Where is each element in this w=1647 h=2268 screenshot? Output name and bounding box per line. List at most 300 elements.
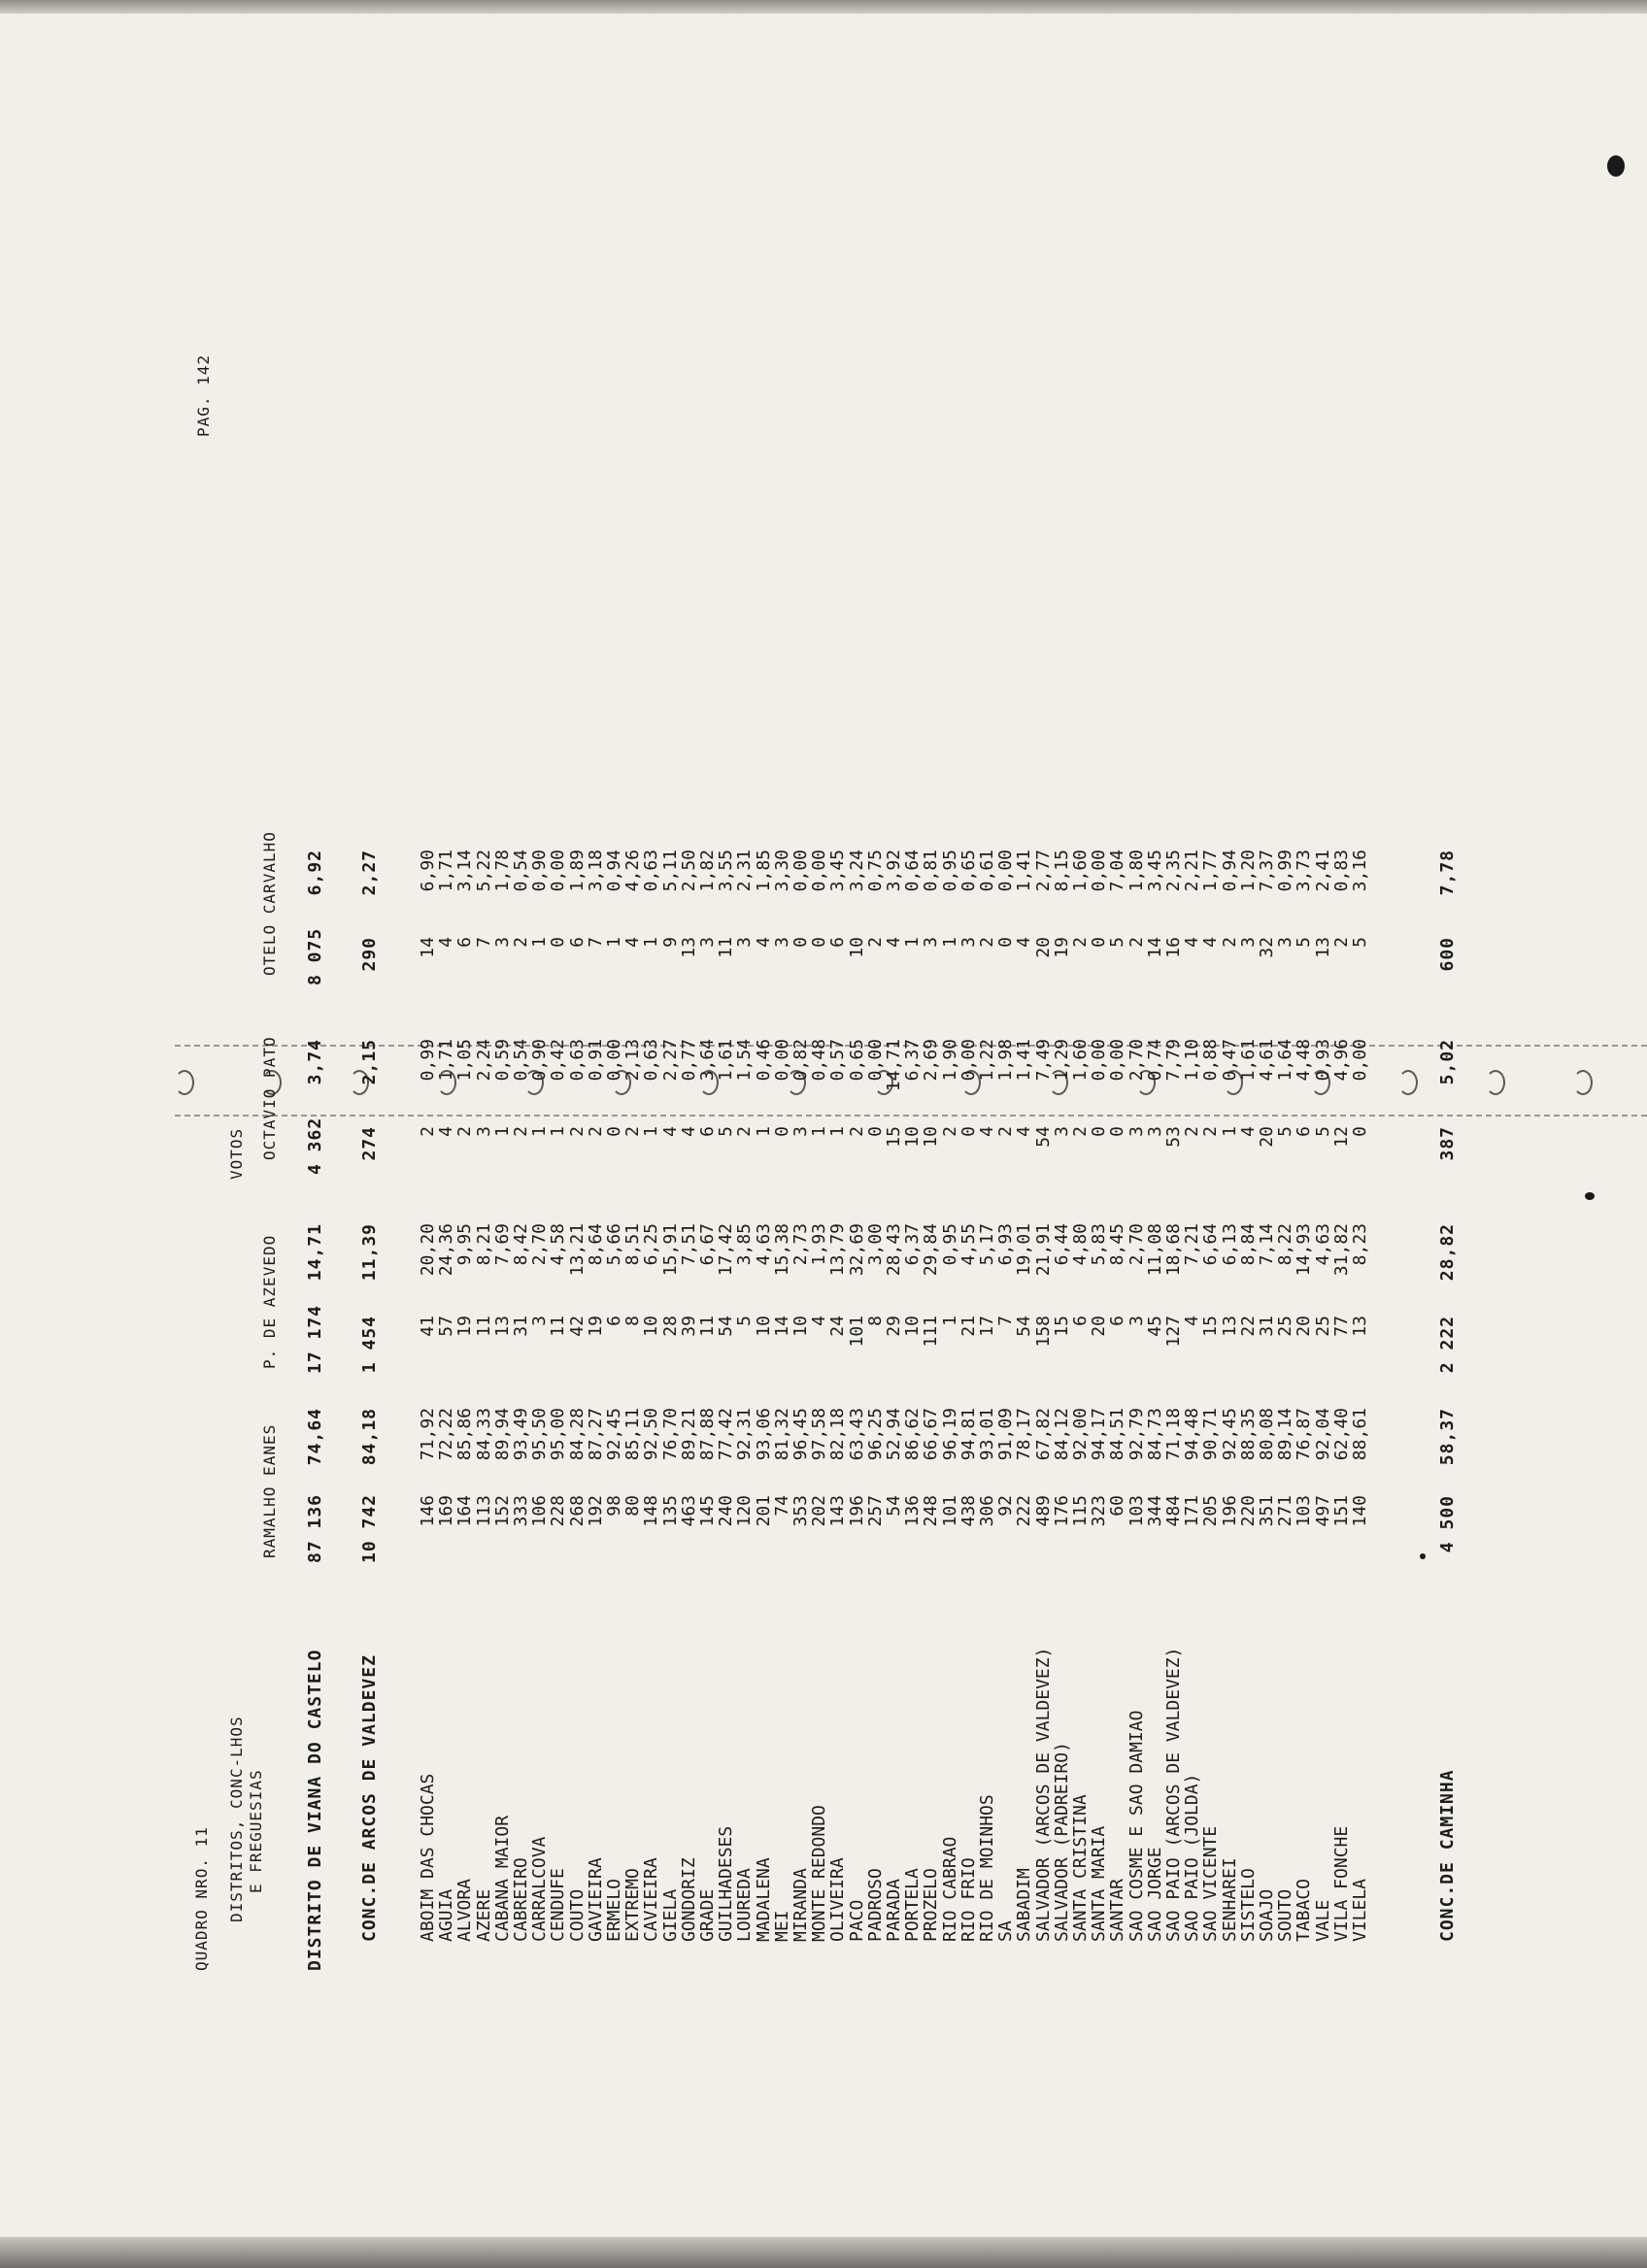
parish-value: 4: [977, 1126, 997, 1137]
parish-value: 1,41: [1014, 1039, 1035, 1082]
page-number: PAG. 142: [194, 353, 213, 437]
parish-value: 1,77: [1200, 850, 1222, 892]
parish-value: 222: [1014, 1495, 1035, 1527]
parish-value: 0,75: [864, 850, 886, 892]
parish-value: 2: [846, 1126, 867, 1137]
parish-value: 2,27: [659, 1039, 681, 1082]
parish-value: 92: [995, 1495, 1017, 1517]
parish-value: 0,59: [491, 1039, 513, 1082]
parish-value: 8,15: [1051, 850, 1072, 892]
parish-value: 2,31: [734, 850, 756, 892]
parish-value: 148: [641, 1495, 662, 1527]
parish-value: 10: [846, 937, 867, 958]
parish-value: 94,17: [1089, 1408, 1110, 1461]
scan-bottom-edge: [0, 2237, 1647, 2268]
next-concelho-name: CONC.DE CAMINHA: [1437, 1769, 1458, 1942]
parish-name: CARRALCOVA: [529, 1836, 551, 1942]
parish-name: SABADIM: [1014, 1868, 1035, 1942]
parish-value: 152: [491, 1495, 513, 1527]
parish-value: 54: [1014, 1316, 1035, 1337]
parish-value: 3,64: [697, 1039, 718, 1082]
parish-value: 8,45: [1107, 1223, 1128, 1266]
parish-value: 4,58: [548, 1223, 569, 1266]
parish-value: 29,84: [921, 1223, 942, 1277]
parish-value: 248: [921, 1495, 942, 1527]
parish-name: SOUTO: [1275, 1888, 1296, 1942]
parish-value: 20: [1032, 937, 1054, 958]
parish-value: 2: [622, 1126, 644, 1137]
parish-value: 6,13: [1219, 1223, 1240, 1266]
parish-value: 4: [1200, 937, 1222, 948]
parish-value: 54: [884, 1495, 904, 1517]
parish-row: [772, 184, 791, 1971]
parish-name: PADROSO: [864, 1868, 886, 1942]
parish-value: 2: [995, 1126, 1017, 1137]
parish-row: [1220, 184, 1239, 1971]
parish-value: 5,22: [473, 850, 494, 892]
parish-value: 151: [1330, 1495, 1352, 1527]
parish-value: 3: [529, 1316, 551, 1326]
parish-value: 3,45: [1144, 850, 1165, 892]
parish-value: 87,27: [585, 1408, 606, 1461]
parish-value: 15,38: [771, 1223, 792, 1277]
parish-value: 74: [771, 1495, 792, 1517]
parish-value: 84,51: [1107, 1408, 1128, 1461]
parish-value: 2: [1219, 937, 1240, 948]
parish-name: VILA FONCHE: [1330, 1825, 1352, 1942]
parish-value: 111: [921, 1316, 942, 1348]
parish-name: RIO CABRAO: [939, 1836, 960, 1942]
parish-value: 2,70: [1126, 1039, 1147, 1082]
parish-value: 62,40: [1330, 1408, 1352, 1461]
parish-value: 11: [716, 937, 737, 958]
parish-value: 7,69: [491, 1223, 513, 1266]
parish-value: 92,50: [641, 1408, 662, 1461]
parish-name: RIO FRIO: [958, 1857, 979, 1942]
parish-row: [436, 184, 455, 1971]
parish-value: 71,92: [418, 1408, 438, 1461]
parish-value: 0,91: [585, 1039, 606, 1082]
parish-value: 5: [1312, 1126, 1333, 1137]
parish-name: EXTREMO: [622, 1868, 644, 1942]
parish-value: 1: [604, 937, 624, 948]
parish-name: PARADA: [884, 1878, 904, 1942]
parish-value: 463: [678, 1495, 699, 1527]
parish-value: 4: [436, 1126, 457, 1137]
parish-value: 2: [454, 1126, 476, 1137]
parish-value: 113: [473, 1495, 494, 1527]
parish-value: 127: [1163, 1316, 1184, 1348]
parish-value: 92,45: [1219, 1408, 1240, 1461]
parish-value: 14: [1144, 937, 1165, 958]
parish-value: 0: [1089, 937, 1110, 948]
parish-value: 19: [585, 1316, 606, 1337]
parish-row: [809, 184, 828, 1971]
parish-value: 89,94: [491, 1408, 513, 1461]
parish-name: VILELA: [1350, 1878, 1370, 1942]
parish-value: 5: [1294, 937, 1315, 948]
parish-value: 1,05: [454, 1039, 476, 1082]
parish-value: 3,45: [827, 850, 849, 892]
parish-value: 2: [1070, 937, 1091, 948]
parish-value: 10: [921, 1126, 942, 1148]
parish-value: 2: [864, 937, 886, 948]
parish-value: 2: [1070, 1126, 1091, 1137]
parish-value: 344: [1144, 1495, 1165, 1527]
parish-value: 489: [1032, 1495, 1054, 1527]
parish-value: 3: [1051, 1126, 1072, 1137]
parish-value: 6: [1070, 1316, 1091, 1326]
parish-value: 1,60: [1070, 850, 1091, 892]
parish-value: 1: [1219, 1126, 1240, 1137]
parish-value: 6,93: [995, 1223, 1017, 1266]
parish-value: 0,63: [641, 1039, 662, 1082]
parish-value: 1,41: [1014, 850, 1035, 892]
parish-value: 4,61: [1257, 1039, 1277, 1082]
parish-value: 3: [734, 937, 756, 948]
parish-value: 0,95: [939, 1223, 960, 1266]
concelho-name: CONC.DE ARCOS DE VALDEVEZ: [359, 1654, 380, 1942]
parish-row: [418, 184, 437, 1971]
parish-row: [1331, 184, 1351, 1971]
parish-row: [754, 184, 773, 1971]
parish-name: MIRANDA: [790, 1868, 811, 1942]
parish-value: 76,87: [1294, 1408, 1315, 1461]
parish-value: 4: [1182, 937, 1203, 948]
parish-name: TABACO: [1294, 1878, 1315, 1942]
parish-value: 7: [473, 937, 494, 948]
parish-value: 92,31: [734, 1408, 756, 1461]
parish-name: CABANA MAIOR: [491, 1815, 513, 1942]
parish-value: 7: [585, 937, 606, 948]
parish-value: 1,61: [1237, 1039, 1259, 1082]
parish-name: PACO: [846, 1899, 867, 1942]
parish-value: 115: [1070, 1495, 1091, 1527]
parish-value: 88,61: [1350, 1408, 1370, 1461]
parish-value: 106: [529, 1495, 551, 1527]
parish-value: 2,77: [1032, 850, 1054, 892]
parish-value: 52,94: [884, 1408, 904, 1461]
parish-name: MONTE REDONDO: [809, 1805, 830, 1942]
parish-row: [1200, 184, 1220, 1971]
parish-value: 0: [1107, 1126, 1128, 1137]
parish-row: [827, 184, 847, 1971]
parish-value: 2: [1126, 937, 1147, 948]
parish-value: 60: [1107, 1495, 1128, 1517]
parish-value: 14,93: [1294, 1223, 1315, 1277]
parish-value: 7,14: [1257, 1223, 1277, 1266]
parish-value: 5,83: [1089, 1223, 1110, 1266]
parish-name: SENHAREI: [1219, 1857, 1240, 1942]
parish-name: LOUREDA: [734, 1868, 756, 1942]
parish-value: 92,45: [604, 1408, 624, 1461]
parish-value: 0,00: [809, 850, 830, 892]
parish-value: 39: [678, 1316, 699, 1337]
parish-value: 0,00: [1107, 1039, 1128, 1082]
parish-value: 3: [697, 937, 718, 948]
parish-value: 6: [1107, 1316, 1128, 1326]
parish-value: 13: [1219, 1316, 1240, 1337]
parish-value: 3: [1237, 937, 1259, 948]
parish-value: 6,90: [418, 850, 438, 892]
parish-value: 20: [1257, 1126, 1277, 1148]
parish-value: 3,16: [1350, 850, 1370, 892]
parish-value: 2: [977, 937, 997, 948]
parish-value: 96,25: [864, 1408, 886, 1461]
parish-value: 0,00: [1350, 1039, 1370, 1082]
parish-value: 20: [1089, 1316, 1110, 1337]
parish-value: 9: [659, 937, 681, 948]
parish-value: 91,09: [995, 1408, 1017, 1461]
parish-row: [679, 184, 698, 1971]
parish-value: 13: [1312, 937, 1333, 958]
parish-value: 0,48: [809, 1039, 830, 1082]
parish-value: 1,29: [1051, 1039, 1072, 1082]
column-header-line2: E FREGUESIAS: [247, 1769, 265, 1893]
parish-value: 10: [902, 1126, 924, 1148]
parish-name: CAVIEIRA: [641, 1857, 662, 1942]
parish-value: 14,71: [884, 1039, 904, 1092]
parish-value: 54: [716, 1316, 737, 1337]
parish-value: 1,54: [734, 1039, 756, 1082]
parish-value: 3,30: [771, 850, 792, 892]
next-concelho-row: CONC.DE CAMINHA 4 500 58,37 2 222 28,82 387 5,02 600 7,78: [1437, 850, 1458, 1942]
parish-value: 1: [827, 1126, 849, 1137]
parish-value: 11,08: [1144, 1223, 1165, 1277]
parish-name: GONDORIZ: [678, 1857, 699, 1942]
parish-value: 93,01: [977, 1408, 997, 1461]
parish-value: 2,70: [529, 1223, 551, 1266]
scan-top-edge: [0, 0, 1647, 14]
parish-value: 93,06: [753, 1408, 774, 1461]
parish-value: 19,01: [1014, 1223, 1035, 1277]
parish-value: 3,18: [585, 850, 606, 892]
parish-value: 101: [939, 1495, 960, 1527]
parish-value: 257: [864, 1495, 886, 1527]
parish-value: 13,21: [566, 1223, 588, 1277]
parish-value: 1: [641, 1126, 662, 1137]
parish-value: 11: [473, 1316, 494, 1337]
parish-value: 1,93: [809, 1223, 830, 1266]
parish-name: SANTA CRISTINA: [1070, 1794, 1091, 1942]
parish-value: 0,46: [753, 1039, 774, 1082]
parish-value: 143: [827, 1495, 849, 1527]
parish-row: [921, 184, 940, 1971]
votos-label: VOTOS: [227, 1127, 246, 1180]
parish-name: AZERE: [473, 1888, 494, 1942]
parish-value: 1,98: [995, 1039, 1017, 1082]
parish-value: 220: [1237, 1495, 1259, 1527]
parish-value: 13: [1350, 1316, 1370, 1337]
parish-row: [492, 184, 512, 1971]
parish-value: 15: [1051, 1316, 1072, 1337]
parish-value: 1,60: [1070, 1039, 1091, 1082]
parish-row: [716, 184, 735, 1971]
parish-value: 13: [678, 937, 699, 958]
parish-value: 77: [1330, 1316, 1352, 1337]
parish-value: 0,00: [864, 1039, 886, 1082]
parish-value: 3: [1126, 1316, 1147, 1326]
parish-row: [1163, 184, 1183, 1971]
parish-row: [847, 184, 866, 1971]
parish-value: 7,04: [1107, 850, 1128, 892]
parish-row: [548, 184, 567, 1971]
parish-name: GAVIEIRA: [585, 1857, 606, 1942]
parish-value: 4: [678, 1126, 699, 1137]
parish-value: 1: [491, 1126, 513, 1137]
parish-row: [1107, 184, 1126, 1971]
parish-name: AGUIA: [436, 1888, 457, 1942]
parish-value: 9,95: [454, 1223, 476, 1266]
parish-value: 15: [1200, 1316, 1222, 1337]
parish-value: 158: [1032, 1316, 1054, 1348]
parish-value: 0: [1350, 1126, 1370, 1137]
parish-row: [529, 184, 549, 1971]
parish-value: 1: [548, 1126, 569, 1137]
parish-row: [1126, 184, 1146, 1971]
rotated-printout-page: [185, 184, 1641, 1971]
parish-value: 2: [1330, 937, 1352, 948]
parish-value: 0,94: [1219, 850, 1240, 892]
parish-value: 0: [771, 1126, 792, 1137]
parish-value: 0: [809, 937, 830, 948]
parish-value: 6: [454, 937, 476, 948]
parish-value: 88,35: [1237, 1408, 1259, 1461]
parish-value: 2,24: [473, 1039, 494, 1082]
parish-name: RIO DE MOINHOS: [977, 1794, 997, 1942]
parish-value: 0,88: [1200, 1039, 1222, 1082]
parish-value: 3: [491, 937, 513, 948]
parish-name: SALVADOR (ARCOS DE VALDEVEZ): [1032, 1647, 1054, 1942]
parish-value: 41: [418, 1316, 438, 1337]
parish-value: 6: [1294, 1126, 1315, 1137]
parish-value: 0: [1089, 1126, 1110, 1137]
parish-name: CABREIRO: [511, 1857, 531, 1942]
parish-value: 57: [436, 1316, 457, 1337]
parish-value: 101: [846, 1316, 867, 1348]
parish-value: 438: [958, 1495, 979, 1527]
parish-row: [1014, 184, 1033, 1971]
parish-name: PROZELO: [921, 1868, 942, 1942]
parish-name: GUILHADESES: [716, 1825, 737, 1942]
parish-value: 5: [1107, 937, 1128, 948]
parish-value: 3,00: [864, 1223, 886, 1266]
parish-value: 196: [846, 1495, 867, 1527]
parish-value: 24: [827, 1316, 849, 1337]
parish-value: 0,95: [939, 850, 960, 892]
parish-value: 497: [1312, 1495, 1333, 1527]
parish-value: 5,66: [604, 1223, 624, 1266]
parish-value: 4: [622, 937, 644, 948]
parish-value: 3,14: [454, 850, 476, 892]
parish-value: 7,79: [1163, 1039, 1184, 1082]
parish-value: 0,42: [548, 1039, 569, 1082]
parish-value: 2,69: [921, 1039, 942, 1082]
parish-value: 6,44: [1051, 1223, 1072, 1266]
parish-value: 1,64: [1275, 1039, 1296, 1082]
parish-value: 1,22: [977, 1039, 997, 1082]
parish-value: 0,00: [548, 850, 569, 892]
parish-name: SAO VICENTE: [1200, 1825, 1222, 1942]
parish-value: 14: [771, 1316, 792, 1337]
parish-value: 176: [1051, 1495, 1072, 1527]
parish-row: [1294, 184, 1313, 1971]
parish-row: [1275, 184, 1294, 1971]
parish-name: MADALENA: [753, 1857, 774, 1942]
parish-row: [940, 184, 959, 1971]
parish-value: 2: [511, 937, 531, 948]
parish-value: 20,20: [418, 1223, 438, 1277]
parish-row: [1089, 184, 1108, 1971]
parish-value: 3,85: [734, 1223, 756, 1266]
parish-value: 1,82: [697, 850, 718, 892]
parish-name: SA: [995, 1920, 1017, 1942]
parish-value: 0: [864, 1126, 886, 1137]
parish-row: [604, 184, 623, 1971]
parish-value: 205: [1200, 1495, 1222, 1527]
parish-value: 94,48: [1182, 1408, 1203, 1461]
parish-value: 17,42: [716, 1223, 737, 1277]
parish-value: 192: [585, 1495, 606, 1527]
parish-name: ABOIM DAS CHOCAS: [418, 1773, 438, 1942]
concelho-row: CONC.DE ARCOS DE VALDEVEZ 10 742 84,18 1 454 11,39 274 2,15 290 2,27: [359, 850, 380, 1942]
ink-speck: [1607, 155, 1625, 177]
parish-value: 4: [809, 1316, 830, 1326]
parish-name: SANTAR: [1107, 1878, 1128, 1942]
parish-value: 3,92: [884, 850, 904, 892]
parish-row: [454, 184, 474, 1971]
parish-value: 2,41: [1312, 850, 1333, 892]
parish-row: [1033, 184, 1053, 1971]
parish-row: [1182, 184, 1201, 1971]
parish-value: 6,37: [902, 1223, 924, 1266]
parish-value: 0: [548, 937, 569, 948]
parish-value: 8,42: [511, 1223, 531, 1266]
parish-value: 6: [697, 1126, 718, 1137]
parish-name: GRADE: [697, 1888, 718, 1942]
parish-value: 6,37: [902, 1039, 924, 1082]
parish-value: 3: [790, 1126, 811, 1137]
parish-value: 1: [939, 1316, 960, 1326]
parish-value: 4: [1182, 1316, 1203, 1326]
parish-value: 0,63: [641, 850, 662, 892]
parish-row: [977, 184, 996, 1971]
parish-value: 21,91: [1032, 1223, 1054, 1277]
parish-value: 10: [790, 1316, 811, 1337]
parish-value: 5: [734, 1316, 756, 1326]
parish-name: GIELA: [659, 1888, 681, 1942]
parish-value: 67,82: [1032, 1408, 1054, 1461]
parish-value: 25: [1312, 1316, 1333, 1337]
parish-value: 8: [622, 1316, 644, 1326]
parish-value: 6,25: [641, 1223, 662, 1266]
parish-name: SAO PAIO (JOLDA): [1182, 1773, 1203, 1942]
parish-name: SISTELO: [1237, 1868, 1259, 1942]
parish-value: 6: [604, 1316, 624, 1326]
parish-value: 92,00: [1070, 1408, 1091, 1461]
parish-value: 92,04: [1312, 1408, 1333, 1461]
parish-value: 1,10: [1182, 1039, 1203, 1082]
parish-value: 484: [1163, 1495, 1184, 1527]
parish-name: COUTO: [566, 1888, 588, 1942]
parish-row: [1070, 184, 1090, 1971]
parish-value: 85,86: [454, 1408, 476, 1461]
parish-name: SAO JORGE: [1144, 1847, 1165, 1942]
parish-value: 135: [659, 1495, 681, 1527]
parish-value: 0,47: [1219, 1039, 1240, 1082]
candidate-ramalho-eanes: RAMALHO EANES: [260, 1423, 279, 1558]
parish-name: SALVADOR (PADREIRO): [1051, 1742, 1072, 1942]
